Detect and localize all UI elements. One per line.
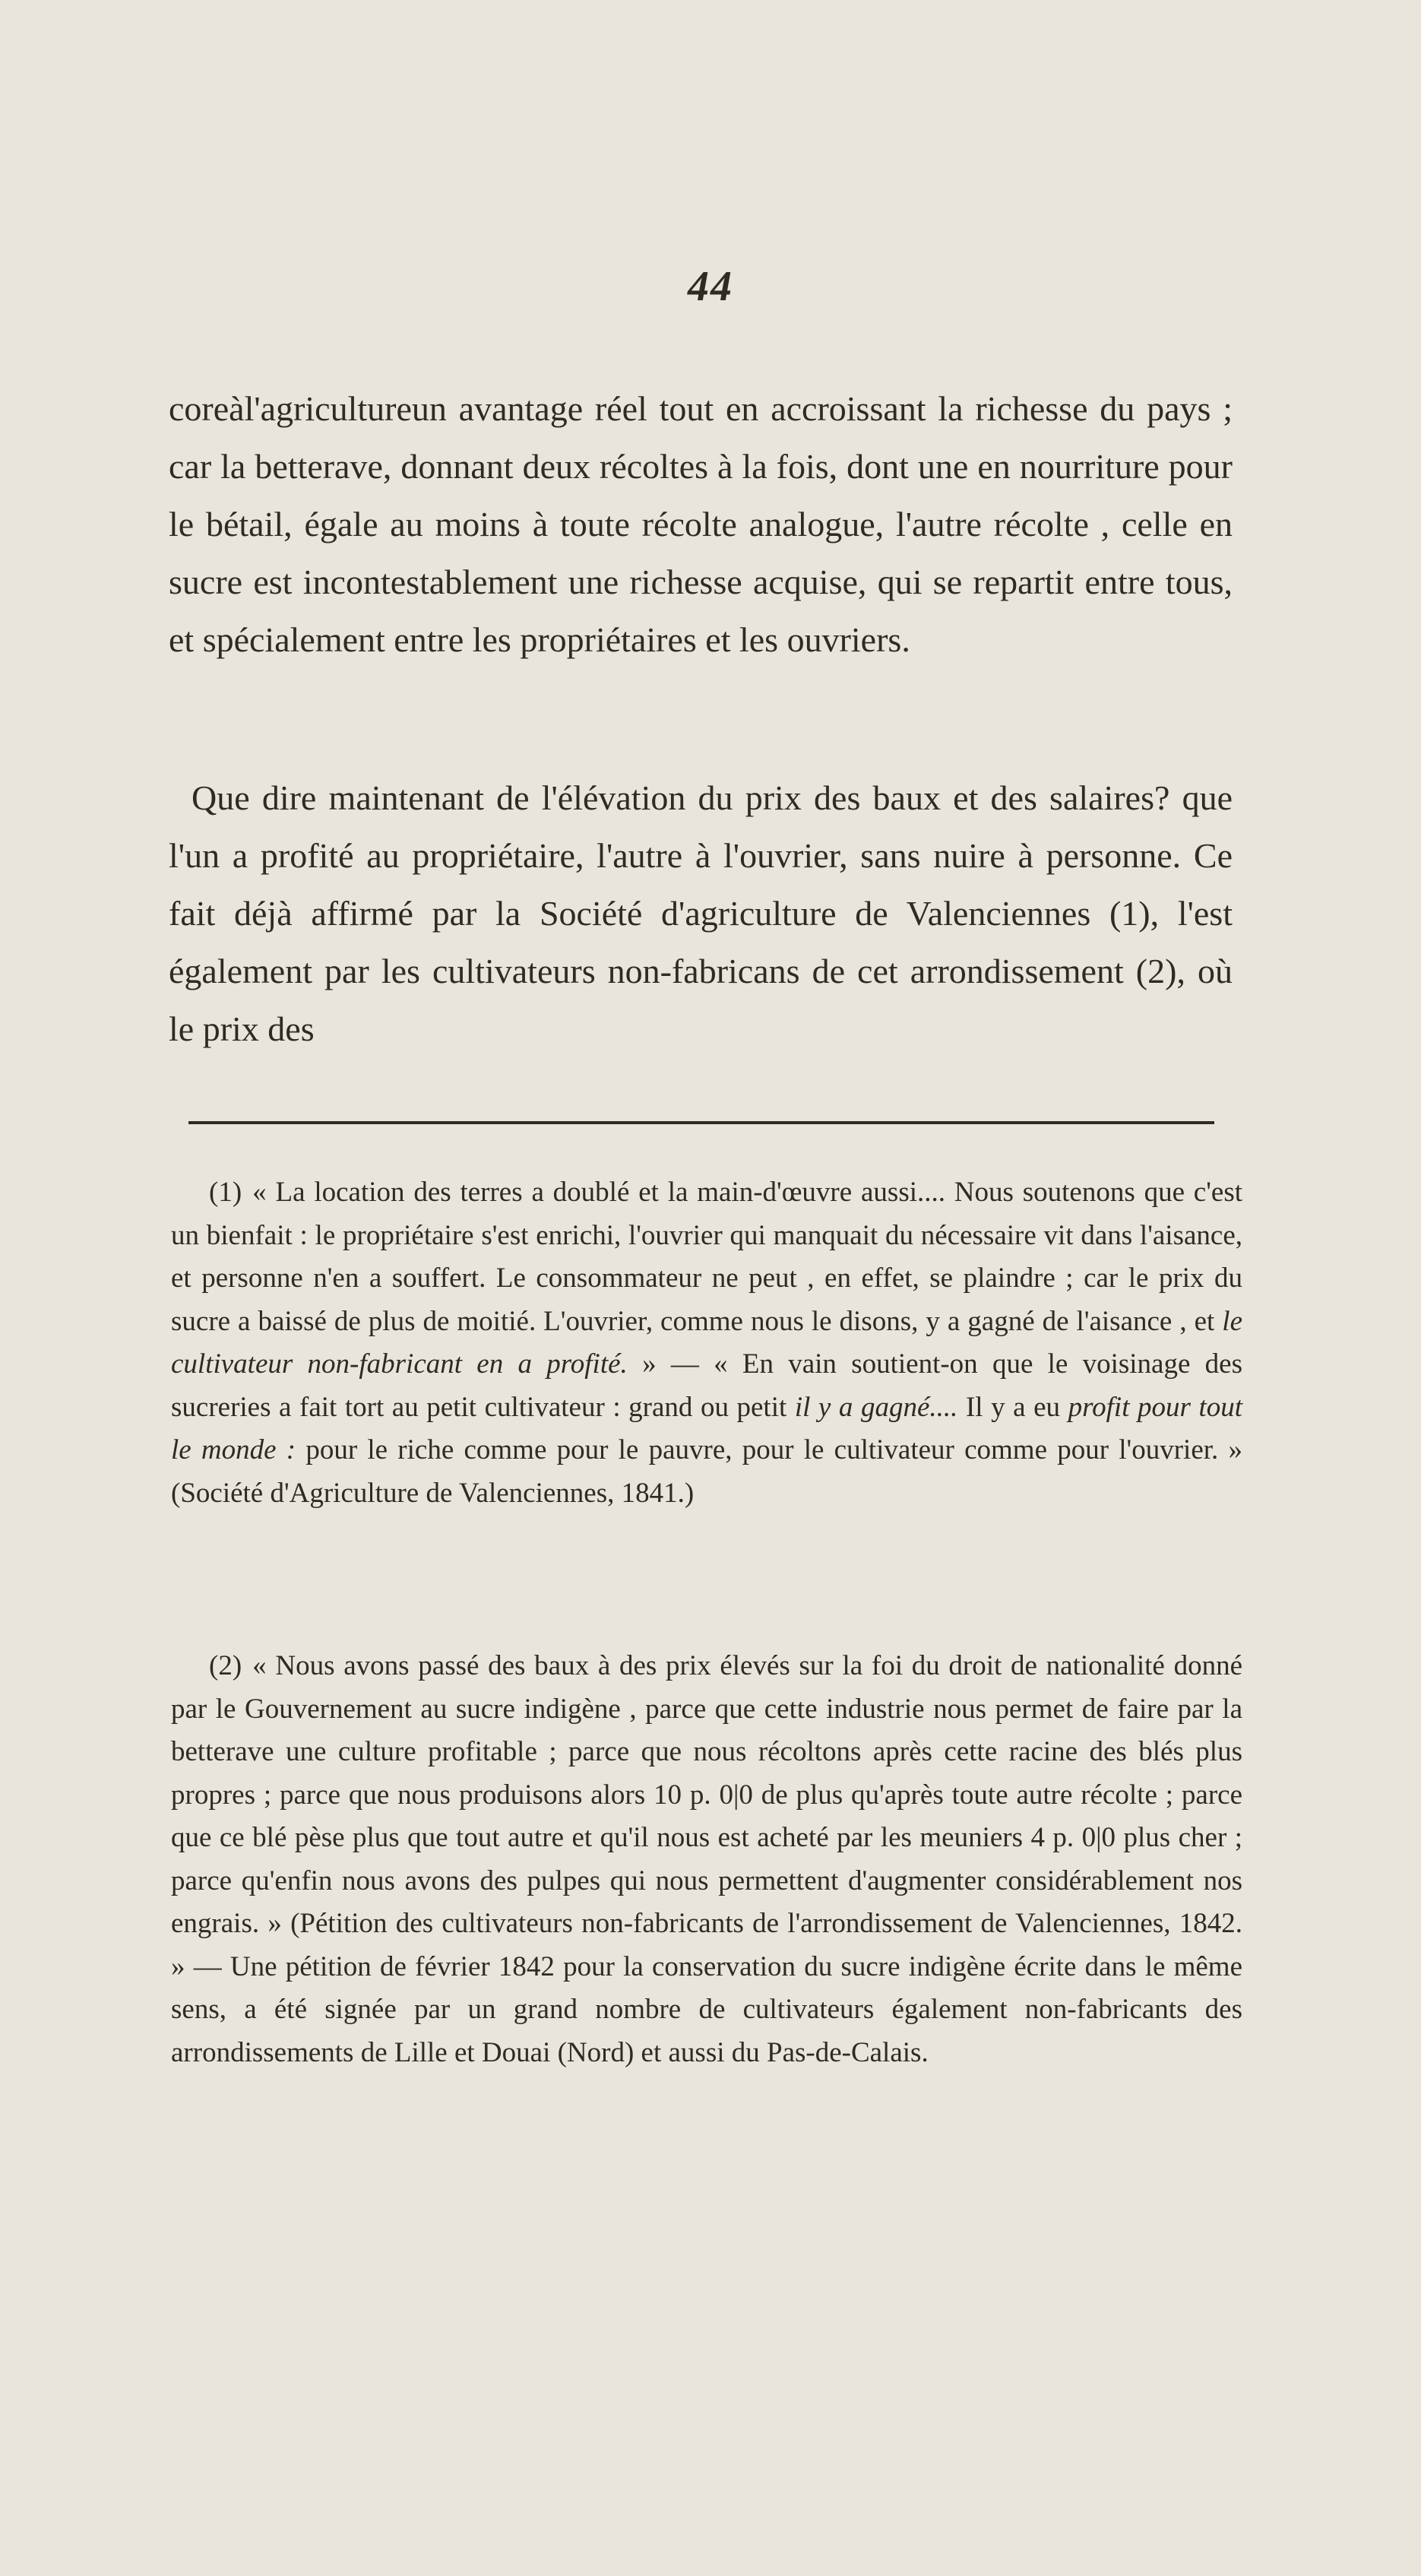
footnote-1-text-a: « La location des terres a doublé et la main-d'œuvre aussi.... Nous soutenons que c'est un bienfait : le propriétaire s'est enrichi, l'ouvrier qui manquait du nécessaire vit dans l'aisance, et personne n'en a souffert. Le consommateur ne peut , en effet, se plaindre ; car le prix du sucre a baissé de plus de moitié. L'ouvrier, comme nous le disons, y a gagné de l'aisance , et: [171, 1177, 1242, 1337]
footnote-1: [171, 1171, 1242, 1515]
footnote-separator-rule: [188, 1121, 1214, 1124]
footnote-1-italic-a: le cultivateur non-fabricant en a profité.: [171, 1305, 1242, 1380]
footnote-2: [171, 1645, 1242, 2074]
footnote-2-mark: (2): [209, 1650, 242, 1681]
footnote-1-italic-c: profit pour tout le monde :: [171, 1391, 1243, 1465]
footnote-1-italic-b: il y a gagné....: [794, 1391, 958, 1423]
footnote-1-mark: (1): [209, 1177, 242, 1208]
body-paragraph-2: Que dire maintenant de l'élévation du prix des baux et des salaires? que l'un a profité au propriétaire, l'autre à l'ouvrier, sans nuire à personne. Ce fait déjà affirmé par la Société d'agriculture de Valenciennes (1), l'est également par les cultivateurs non-fabricans de cet arrondissement (2), où le prix des: [169, 778, 1233, 1048]
page-number: 44: [688, 263, 733, 310]
footnote-1-text-b: » — « En vain soutient-on que le voisinage des sucreries a fait tort au petit cultivateur : grand ou petit: [171, 1348, 1242, 1423]
footnote-1-text-c: Il y a eu: [965, 1391, 1061, 1423]
footnote-1-text-d: pour le riche comme pour le pauvre, pour le cultivateur comme pour l'ouvrier. » (Société d'Agriculture de Valenciennes, 1841.): [171, 1434, 1242, 1509]
body-paragraph-1: coreàl'agricultureun avantage réel tout en accroissant la richesse du pays ; car la betterave, donnant deux récoltes à la fois, dont une en nourriture pour le bétail, égale au moins à toute récolte analogue, l'autre récolte , celle en sucre est incontestablement une richesse acquise, qui se repartit entre tous, et spécialement entre les propriétaires et les ouvriers.: [169, 389, 1233, 659]
footnote-2-text: « Nous avons passé des baux à des prix élevés sur la foi du droit de nationalité donné par le Gouvernement au sucre indigène , parce que cette industrie nous permet de faire par la betterave une culture profitable ; parce que nous récoltons après cette racine des blés plus propres ; parce que nous produisons alors 10 p. 0|0 de plus qu'après toute autre récolte ; parce que ce blé pèse plus que tout autre et qu'il nous est acheté par les meuniers 4 p. 0|0 plus cher ; parce qu'enfin nous avons des pulpes qui nous permettent d'augmenter considérablement nos engrais. » (Pétition des cultivateurs non-fabricants de l'arrondissement de Valenciennes, 1842. » — Une pétition de février 1842 pour la conservation du sucre indigène écrite dans le même sens, a été signée par un grand nombre de cultivateurs également non-fabricants des arrondissements de Lille et Douai (Nord) et aussi du Pas-de-Calais.: [171, 1650, 1242, 2068]
